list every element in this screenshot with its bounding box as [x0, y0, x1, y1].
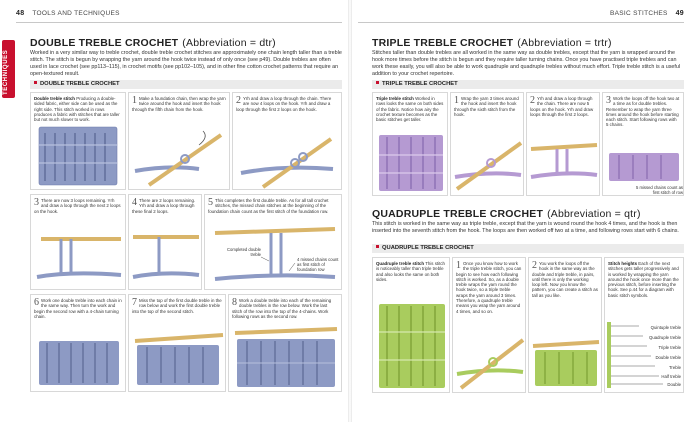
stitch-heights-panel: [604, 257, 684, 393]
right-page-number: 49: [675, 10, 684, 17]
left-page-number: 48: [16, 10, 25, 17]
trtr-step-2: [526, 92, 600, 196]
dtr-step-7: [128, 294, 226, 392]
step-illustration: [31, 195, 126, 290]
panel-text: 7 Miss the top of the first double treble in the row below and work the first double treble into the top of the second stitch.: [132, 297, 222, 314]
qtr-subhead: QUADRUPLE TREBLE CROCHET: [372, 244, 684, 253]
trtr-swatch-panel: [372, 92, 448, 196]
panel-text: 1 Wrap the yarn 3 times around the hook and insert the hook through the sixth stitch from the hook.: [454, 95, 519, 117]
trtr-missed-chains-label: 5 missed chains count as first stitch of row: [635, 185, 683, 195]
trtr-abbreviation: (Abbreviation = trtr): [517, 37, 612, 49]
left-running-header: [16, 10, 120, 17]
panel-text: 2 Yrh and draw a loop through the chain. There are now 5 loops on the hook. Yrh and draw loops through the first 2 loops.: [530, 95, 594, 117]
panel-text: 3 There are now 3 loops remaining. Yrh and draw a loop through the next 2 loops on the hook.: [34, 197, 121, 214]
left-section-name: TOOLS AND TECHNIQUES: [32, 10, 120, 17]
panel-text: 2 Yrh and draw a loop through the chain. There are now 4 loops on the hook. Yrh and draw a loop through the first 2 loops on the hook.: [236, 95, 332, 112]
step-illustration: [229, 295, 342, 392]
panel-text: 8 Work a double treble into each of the remaining double trebles in the row below. Work the last stitch of the row into the top of the 4-chains. Work following rows as the second row.: [232, 297, 332, 319]
page-gutter: [348, 0, 352, 422]
panel-text: Stitch heights Each of the next stitches gets taller progressively and is worked by wrapping the yarn around the hook once more than the previous stitch, before inserting the hook. See p.44 for a diagram with basic stitch symbols.: [608, 261, 679, 298]
techniques-side-tab[interactable]: [2, 40, 15, 98]
height-label: Quintuple treble: [650, 325, 681, 330]
qtr-swatch-panel: [372, 257, 450, 393]
trtr-step-3: [602, 92, 684, 196]
dtr-step-4: [128, 194, 202, 290]
step-illustration: [129, 195, 202, 290]
panel-text: 4 There are 2 loops remaining. Yrh and draw a loop through these final 2 loops.: [132, 197, 196, 214]
qtr-title: QUADRUPLE TREBLE CROCHET (Abbreviation = qtr): [372, 208, 641, 220]
qtr-step-2: [528, 257, 602, 393]
right-section-name: BASIC STITCHES: [609, 10, 668, 17]
dtr-swatch-panel: [30, 92, 126, 190]
stitch-height-labels: [649, 323, 681, 389]
height-label: Half treble: [661, 374, 681, 379]
step-illustration: [529, 258, 602, 393]
trtr-subhead: TRIPLE TREBLE CROCHET: [372, 80, 684, 89]
height-label: Treble: [668, 365, 681, 370]
trtr-intro: Stitches taller than double trebles are all worked in the same way as double trebles, except that the yarn is wrapped around the hook more times before the stitch is begun and they require taller turning chains. Once you have practised triple trebles and can work these easily, you will also be able to work quadruple and quadruple trebles without much effort. Triple treble stitch is a useful addition to your crochet repertoire.: [372, 50, 681, 77]
missed-chains-label: 4 missed chains count as first stitch of foundation row: [297, 257, 339, 272]
right-header-rule: [358, 22, 684, 23]
panel-text: Quadruple treble stitch This stitch is noticeably taller than triple treble and also looks the same on both sides.: [376, 261, 445, 282]
panel-text: Triple treble stitch Worked in rows looks the same on both sides of the fabric. Notice how airy the crochet texture becomes as the basic stitches get taller.: [376, 96, 444, 123]
qtr-intro: This stitch is worked in the same way as triple treble, except that the yarn is wound round the hook 4 times, and the hook is then inserted into the seventh stitch from the hook. The loops are then worked off two at a time, and following rows start with 6 chains.: [372, 221, 679, 234]
dtr-step-1: [128, 92, 230, 190]
step-illustration: [451, 93, 524, 196]
trtr-title: TRIPLE TREBLE CROCHET (Abbreviation = trtr): [372, 37, 612, 49]
trtr-step-1: [450, 92, 524, 196]
panel-text: 3 Work the loops off the hook two at a time as for double trebles. Remember to wrap the yarn three times around the hook before starting each stitch. Start following rows with 5 chains.: [606, 95, 680, 128]
dtr-swatch-image: [31, 93, 126, 190]
height-label: Double: [667, 382, 681, 387]
step-illustration: [129, 295, 226, 392]
dtr-intro: Worked in a very similar way to treble crochet, double treble crochet stitches are approximately one chain length taller than a treble stitch. The stitch is begun by wrapping the yarn around the hook twice instead of only once (see p49). Double trebles are often used in lace crochet (see pp113–115), in crochet motifs (see pp102–105), and in other fine cotton crochet patterns that require an open-textured result.: [30, 50, 342, 77]
step-illustration: [603, 93, 684, 196]
dtr-abbreviation: (Abbreviation = dtr): [182, 37, 276, 49]
panel-text: 2 You work the loops off the hook in the same way as the double and triple treble, in pairs, until there is only the working loop left. Now you know the pattern, you can create a stitch as tall as you like.: [532, 260, 598, 298]
dtr-step-3: [30, 194, 126, 290]
dtr-step-8: [228, 294, 342, 392]
panel-text: 1 Once you know how to work the triple treble stitch, you can begin to see how each following stitch is worked. So, as a double treble wraps the yarn round the hook twice, so a triple treble wraps the yarn around 3 times. Therefore, a quadruple treble means you wrap the yarn around 4 times, and so on.: [456, 260, 522, 314]
dtr-subhead: DOUBLE TREBLE CROCHET: [30, 80, 342, 89]
dtr-title: DOUBLE TREBLE CROCHET (Abbreviation = dtr): [30, 37, 276, 49]
qtr-step-1: [452, 257, 526, 393]
step-illustration: [205, 195, 342, 290]
dtr-step-2: [232, 92, 342, 190]
left-header-rule: [16, 22, 342, 23]
qtr-swatch-image: [373, 258, 450, 393]
panel-text: 5 This completes the first double treble. As for all tall crochet stitches, the missed chain stitches at the beginning of the foundation chain count as the first stitch of the foundation row.: [208, 197, 329, 214]
side-tab-label: TECHNIQUES: [3, 49, 9, 95]
trtr-swatch-image: [373, 93, 448, 196]
height-label: Quadruple treble: [648, 335, 681, 340]
step-illustration: [129, 93, 230, 190]
right-running-header: [610, 10, 684, 17]
panel-text: 1 Make a foundation chain, then wrap the yarn twice around the hook and insert the hook through the fifth chain from the hook.: [132, 95, 226, 112]
dtr-step-6: [30, 294, 126, 392]
dtr-step-5: [204, 194, 342, 290]
panel-text: 6 Work one double treble into each chain in the same way. Then turn the work and begin the second row with a 4-chain turning chain.: [34, 297, 122, 319]
height-label: Double treble: [655, 355, 681, 360]
step-illustration: [527, 93, 600, 196]
panel-text: Double treble stitch Producing a double-sided fabric, either side can be used as the right side. This stitch worked in rows produces a fabric with stitches that are taller but not much slower to work.: [34, 96, 120, 123]
height-label: Triple treble: [658, 345, 681, 350]
step-illustration: [31, 295, 126, 392]
qtr-abbreviation: (Abbreviation = qtr): [547, 208, 641, 220]
completed-dtr-label: Completed double treble: [227, 247, 261, 257]
step-illustration: [453, 258, 526, 393]
step-illustration: [233, 93, 342, 190]
